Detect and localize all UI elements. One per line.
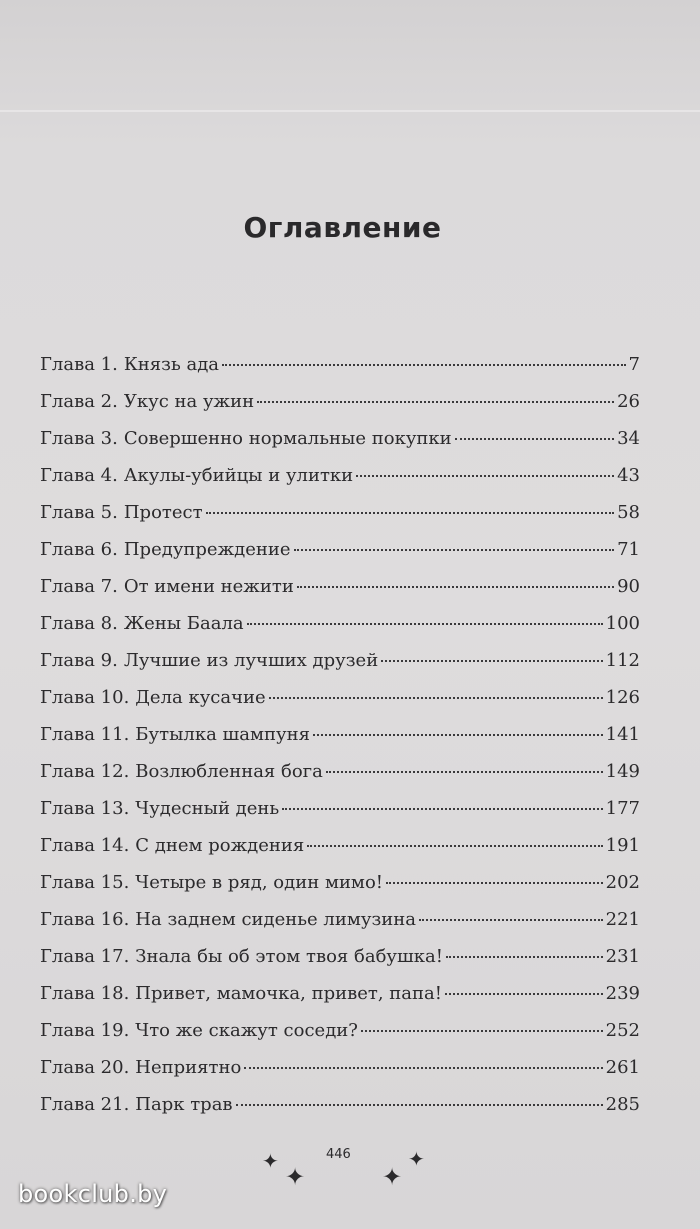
dot-leader [222, 364, 626, 366]
dot-leader [356, 475, 614, 477]
toc-chapter-name: Знала бы об этом твоя бабушка! [135, 946, 443, 967]
page-number: 446 [326, 1147, 351, 1162]
dot-leader [455, 438, 614, 440]
toc-chapter-number: Глава 17. [40, 946, 130, 967]
dot-leader [386, 882, 603, 884]
dot-leader [257, 401, 614, 403]
dot-leader [381, 660, 602, 662]
toc-chapter-name: Совершенно нормальные покупки [123, 428, 452, 449]
toc-chapter-number: Глава 12. [40, 761, 130, 782]
dot-leader [244, 1067, 602, 1069]
page-title: Оглавление [243, 210, 442, 244]
dot-leader [307, 845, 602, 847]
toc-chapter-number: Глава 11. [40, 724, 130, 745]
toc-chapter-number: Глава 21. [40, 1094, 130, 1115]
toc-chapter-number: Глава 8. [40, 613, 118, 634]
toc-chapter-name: Дела кусачие [135, 687, 266, 708]
toc-entry [40, 642, 640, 679]
dot-leader [446, 956, 603, 958]
toc-entry-title [40, 457, 353, 494]
toc-chapter-number: Глава 10. [40, 687, 130, 708]
toc-page-number: 26 [617, 391, 640, 412]
star-icon: ✦ [382, 1163, 403, 1191]
toc-chapter-number: Глава 1. [40, 354, 118, 375]
dot-leader [445, 993, 603, 995]
toc-chapter-number: Глава 20. [40, 1057, 130, 1078]
toc-page-number: 177 [605, 798, 640, 819]
toc-page-number: 261 [605, 1057, 640, 1078]
toc-entry [40, 901, 640, 938]
toc-entry [40, 568, 640, 605]
toc-chapter-name: Чудесный день [135, 798, 280, 819]
toc-page-number: 231 [605, 946, 640, 967]
toc-chapter-name: Князь ада [123, 354, 220, 375]
toc-entry [40, 383, 640, 420]
dot-leader [297, 586, 614, 588]
toc-page-number: 191 [605, 835, 640, 856]
toc-entry-title [40, 1086, 233, 1123]
toc-entry [40, 827, 640, 864]
toc-chapter-number: Глава 9. [40, 650, 118, 671]
toc-page-number: 90 [617, 576, 640, 597]
dot-leader [269, 697, 603, 699]
toc-chapter-number: Глава 15. [40, 872, 130, 893]
dot-leader [294, 549, 615, 551]
toc-entry [40, 864, 640, 901]
toc-entry-title [40, 568, 294, 605]
toc-entry [40, 1086, 640, 1123]
dot-leader [419, 919, 603, 921]
toc-page-number: 239 [605, 983, 640, 1004]
toc-entry-title [40, 383, 254, 420]
toc-chapter-number: Глава 19. [40, 1020, 130, 1041]
toc-entry [40, 790, 640, 827]
toc-chapter-name: Жены Баала [123, 613, 244, 634]
toc-chapter-name: Неприятно [135, 1057, 242, 1078]
toc-page-number: 71 [617, 539, 640, 560]
toc-chapter-number: Глава 18. [40, 983, 130, 1004]
toc-page-number: 141 [605, 724, 640, 745]
toc-page-number: 126 [605, 687, 640, 708]
toc-entry-title [40, 1049, 241, 1086]
show-through-line [0, 110, 700, 112]
toc-chapter-number: Глава 5. [40, 502, 118, 523]
toc-entry [40, 531, 640, 568]
toc-entry [40, 1049, 640, 1086]
toc-chapter-name: Привет, мамочка, привет, папа! [135, 983, 442, 1004]
toc-entry-title [40, 642, 378, 679]
toc-entry-title [40, 531, 291, 568]
toc-entry [40, 753, 640, 790]
toc-page-number: 202 [605, 872, 640, 893]
toc-chapter-name: Четыре в ряд, один мимо! [135, 872, 384, 893]
star-icon: ✦ [408, 1147, 425, 1171]
star-icon: ✦ [285, 1163, 306, 1191]
toc-page-number: 221 [605, 909, 640, 930]
toc-page-number: 34 [617, 428, 640, 449]
toc-chapter-name: На заднем сиденье лимузина [135, 909, 417, 930]
toc-entry [40, 494, 640, 531]
watermark-logo: bookclub.by [18, 1180, 168, 1208]
toc-chapter-number: Глава 7. [40, 576, 118, 597]
dot-leader [206, 512, 615, 514]
toc-entry-title [40, 790, 279, 827]
toc-page-number: 58 [617, 502, 640, 523]
toc-entry-title [40, 753, 323, 790]
toc-entry-title [40, 679, 266, 716]
toc-entry-title [40, 605, 244, 642]
toc-entry [40, 457, 640, 494]
toc-entry [40, 1012, 640, 1049]
table-of-contents [40, 346, 640, 1123]
toc-page-number: 43 [617, 465, 640, 486]
toc-entry-title [40, 494, 203, 531]
toc-chapter-name: Бутылка шампуня [135, 724, 310, 745]
toc-chapter-number: Глава 16. [40, 909, 130, 930]
toc-chapter-number: Глава 3. [40, 428, 118, 449]
toc-page-number: 100 [605, 613, 640, 634]
toc-entry [40, 975, 640, 1012]
toc-chapter-name: Укус на ужин [123, 391, 255, 412]
toc-page-number: 112 [605, 650, 640, 671]
toc-page-number: 7 [628, 354, 640, 375]
toc-chapter-name: Лучшие из лучших друзей [123, 650, 379, 671]
dot-leader [361, 1030, 603, 1032]
dot-leader [247, 623, 603, 625]
toc-entry [40, 938, 640, 975]
toc-entry [40, 346, 640, 383]
toc-chapter-name: Протест [123, 502, 203, 523]
toc-chapter-name: Возлюбленная бога [135, 761, 323, 782]
dot-leader [313, 734, 603, 736]
star-icon: ✦ [262, 1149, 279, 1173]
toc-entry-title [40, 716, 310, 753]
toc-chapter-name: Акулы-убийцы и улитки [123, 465, 354, 486]
toc-chapter-name: С днем рождения [135, 835, 305, 856]
toc-chapter-number: Глава 13. [40, 798, 130, 819]
toc-entry-title [40, 864, 383, 901]
dot-leader [236, 1104, 603, 1106]
toc-entry [40, 679, 640, 716]
dot-leader [326, 771, 603, 773]
toc-chapter-name: Предупреждение [123, 539, 291, 560]
toc-chapter-name: Что же скажут соседи? [135, 1020, 358, 1041]
toc-entry [40, 605, 640, 642]
toc-entry-title [40, 938, 443, 975]
toc-page-number: 252 [605, 1020, 640, 1041]
toc-chapter-number: Глава 14. [40, 835, 130, 856]
toc-entry-title [40, 901, 416, 938]
toc-chapter-number: Глава 6. [40, 539, 118, 560]
toc-chapter-name: Парк трав [135, 1094, 233, 1115]
toc-chapter-name: От имени нежити [123, 576, 294, 597]
toc-entry-title [40, 420, 452, 457]
toc-page-number: 149 [605, 761, 640, 782]
toc-chapter-number: Глава 2. [40, 391, 118, 412]
toc-page-number: 285 [605, 1094, 640, 1115]
toc-entry [40, 716, 640, 753]
toc-chapter-number: Глава 4. [40, 465, 118, 486]
toc-entry-title [40, 1012, 358, 1049]
toc-entry [40, 420, 640, 457]
dot-leader [282, 808, 602, 810]
toc-entry-title [40, 975, 442, 1012]
toc-entry-title [40, 346, 219, 383]
toc-entry-title [40, 827, 304, 864]
